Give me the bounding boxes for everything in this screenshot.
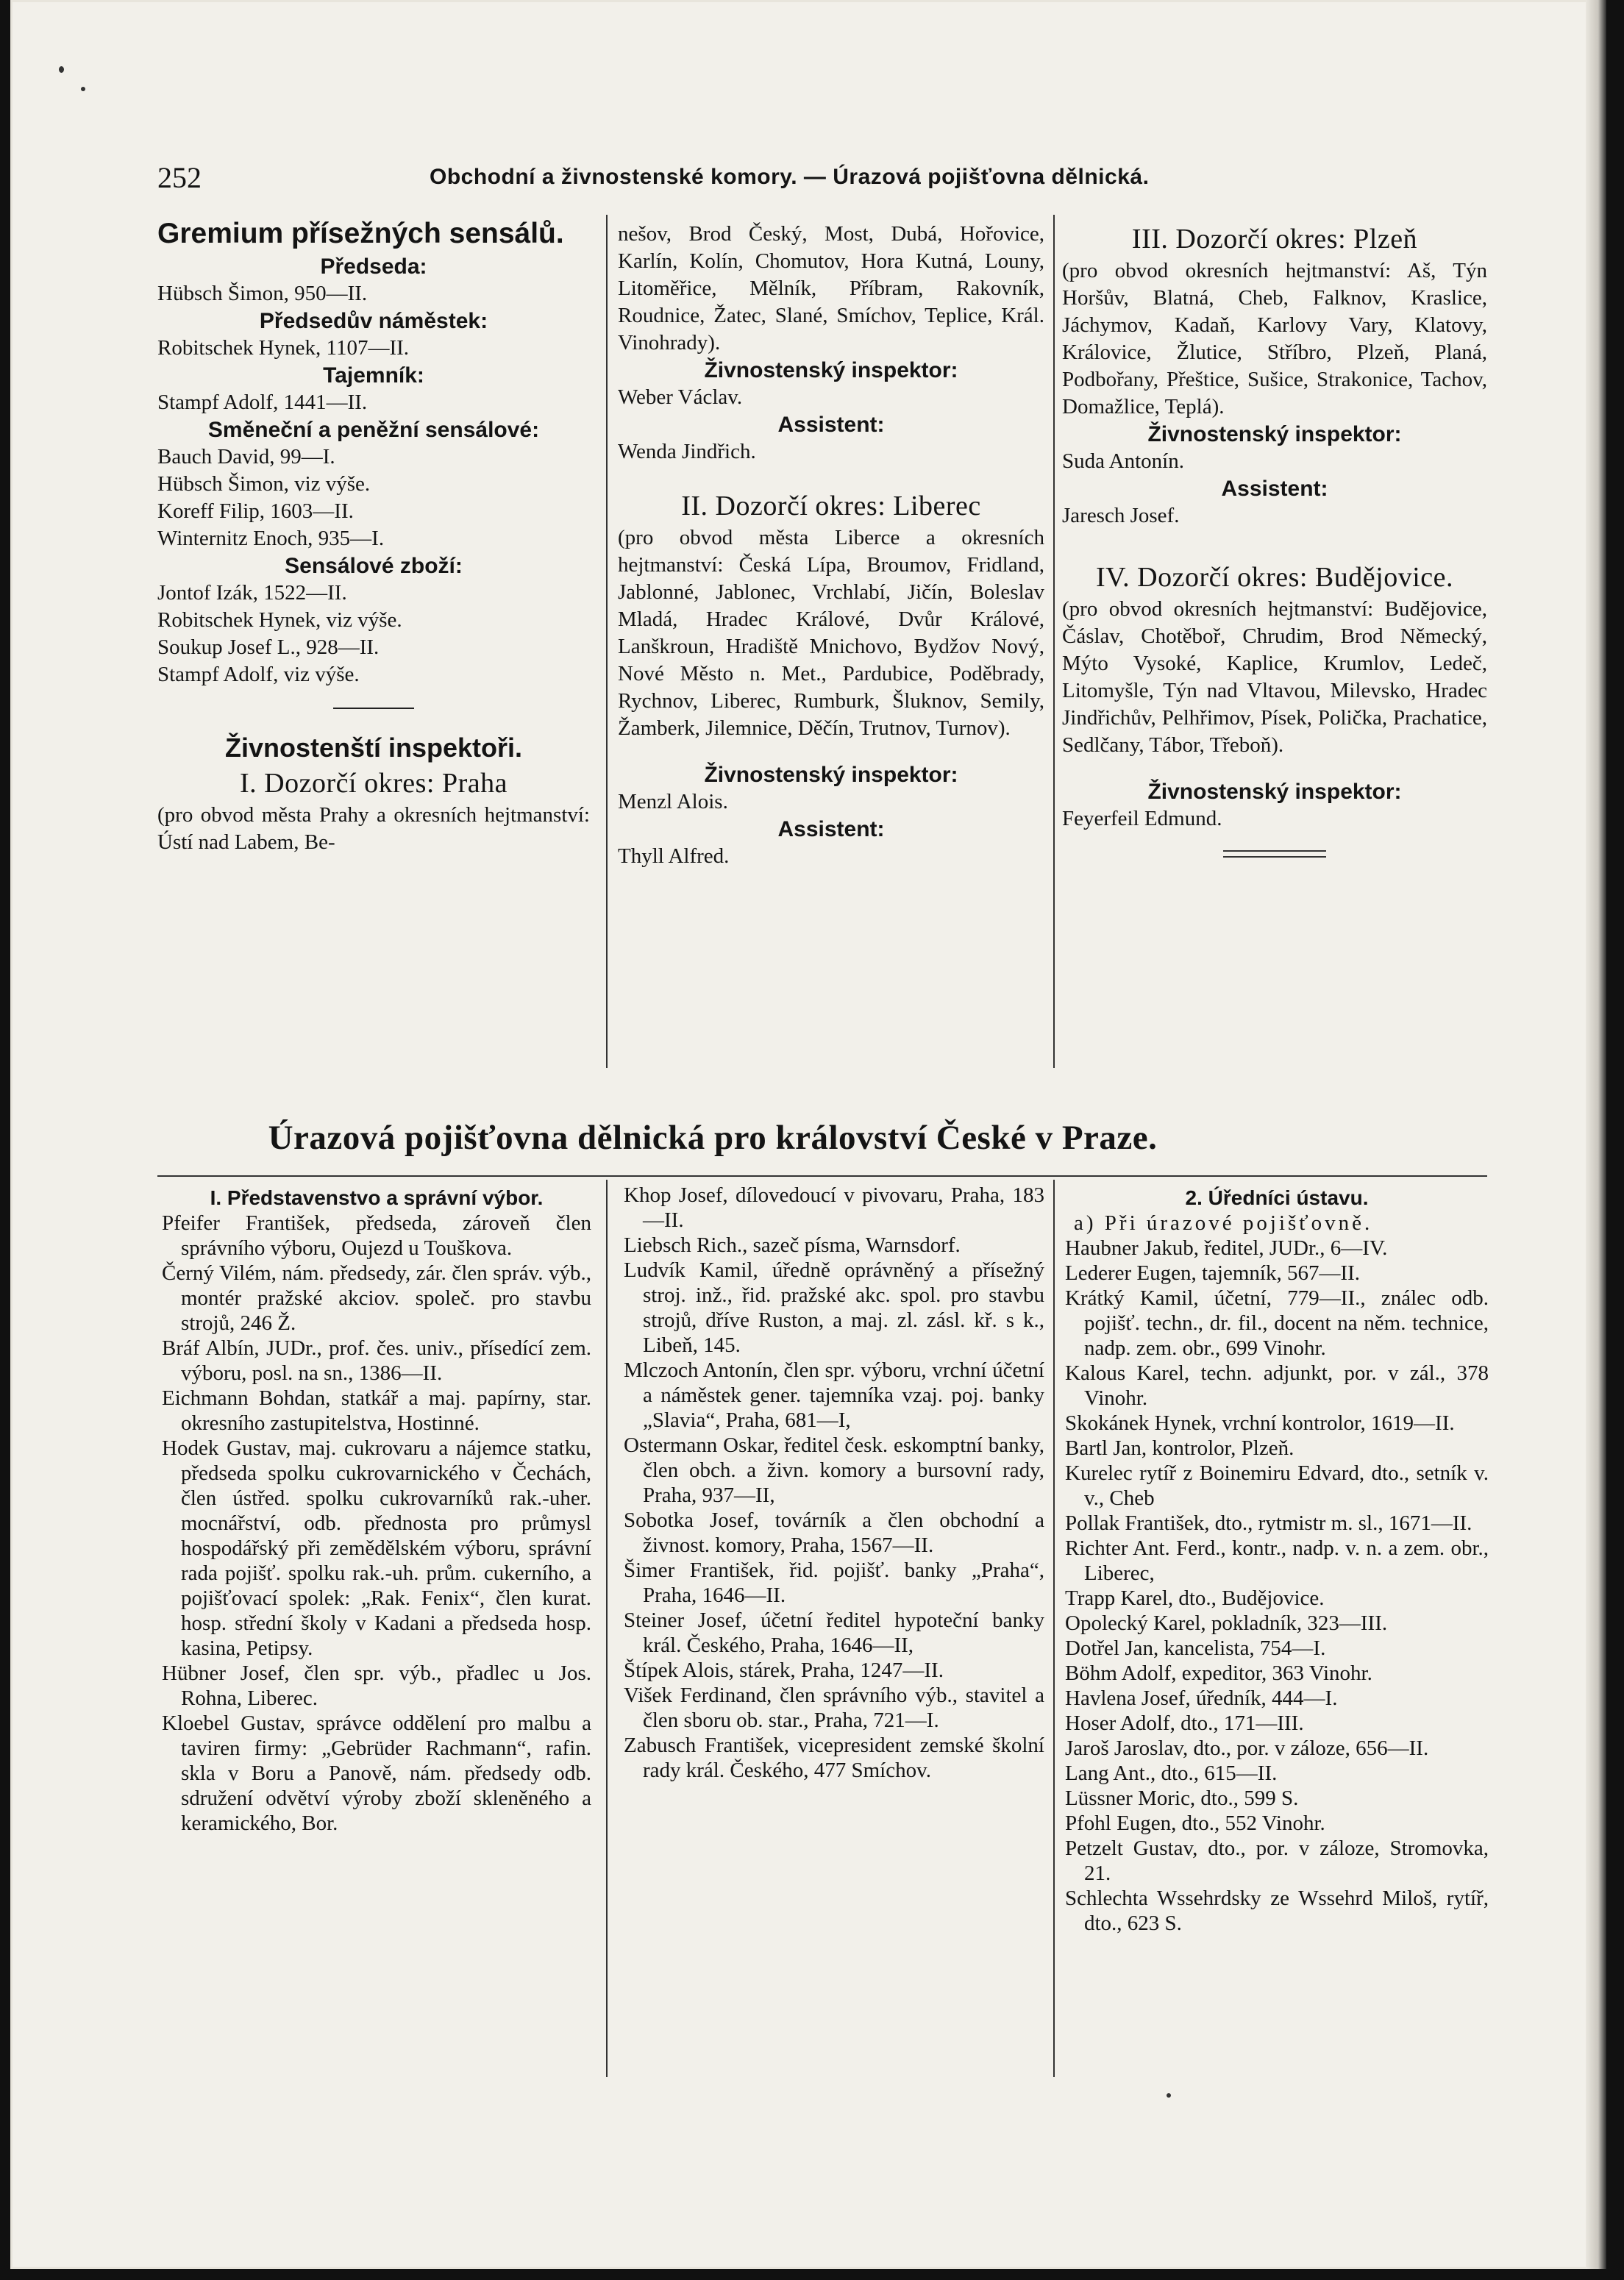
list-item: Skokánek Hynek, vrchní kontrolor, 1619—II. [1065,1411,1455,1435]
list-item: Schlechta Wssehrdsky ze Wssehrd Miloš, rytíř, dto., 623 S. [1065,1887,1489,1935]
officials-heading: 2. Úředníci ústavu. [1185,1186,1369,1209]
list-item: Kurelec rytíř z Boinemiru Edvard, dto., setník v. v., Cheb [1065,1461,1489,1510]
column-rule [606,215,608,1068]
list-item: Jontof Izák, 1522—II. [157,581,347,605]
page-edge-shadow [1586,0,1606,2269]
ink-speck [81,87,85,91]
secretary-label: Tajemník: [323,363,424,388]
list-item: Bauch David, 99—I. [157,445,335,469]
list-item: Zabusch František, vicepresident zemské školní rady král. Českého, 477 Smíchov. [624,1734,1044,1782]
ink-speck [1167,2093,1171,2098]
chairman: Hübsch Šimon, 950—II. [157,282,368,305]
assistant-label: Assistent: [1221,477,1328,501]
list-item: Jaroš Jaroslav, dto., por. v záloze, 656—II. [1065,1736,1429,1760]
board-heading: I. Představenstvo a správní výbor. [210,1186,544,1209]
list-item: Winternitz Enoch, 935—I. [157,527,385,550]
officials-subheading: a) Při úrazové pojišťovně. [1074,1211,1373,1235]
inspector-label: Živnostenský inspektor: [704,763,958,787]
list-item: Pfeifer František, předseda, zároveň člen správního výboru, Oujezd u Touškova. [162,1211,591,1260]
assistant-2: Thyll Alfred. [618,844,730,868]
list-item: Stampf Adolf, viz výše. [157,663,360,686]
district-4-title: IV. Dozorčí okres: Budějovice. [1095,562,1453,593]
list-item: Mlczoch Antonín, člen spr. výboru, vrchní účetní a náměstek gener. tajemníka vzaj. poj. banky „Slavia“, Praha, 681—I, [624,1358,1044,1432]
assistant-1: Wenda Jindřich. [618,440,756,463]
bottom-column-3 [1065,1186,1489,1936]
list-item: Hodek Gustav, maj. cukrovaru a nájemce statku, předseda spolku cukrovarnického v Čechách, člen ústřed. spolku cukrovarníků rak.-uher. mocnářství, odb. přednosta pro průmysl hospodářský při zemědělském výboru, správní rada pojišť. spolku rak.-uh. prům. cukerního, a pojišťovací spolek: „Rak. Fenix“, člen kurat. hosp. střední školy v Kadani a předseda hosp. kasina, Petipsy. [162,1436,591,1660]
inspector-2: Menzl Alois. [618,790,728,813]
assistant-label: Assistent: [777,413,885,437]
district-3-text: (pro obvod okresních hejtmanství: Aš, Týn Horšův, Blatná, Cheb, Falknov, Kraslice, Jáchymov, Kadaň, Karlovy Vary, Klatovy, Královice, Žlutice, Stříbro, Plzeň, Planá, Podbořany, Přeštice, Sušice, Strakonice, Tachov, Domažlice, Teplá). [1062,259,1487,418]
inspector-1: Weber Václav. [618,385,743,409]
section-rule [157,1175,1487,1177]
column-rule [1053,1180,1055,2077]
list-item: Richter Ant. Ferd., kontr., nadp. v. n. a zem. obr., Liberec, [1065,1536,1489,1585]
district-4-text: (pro obvod okresních hejtmanství: Budějovice, Čáslav, Chotěboř, Chrudim, Brod Německý, Mýto Vysoké, Kaplice, Krumlov, Ledeč, Litomyšle, Týn nad Vltavou, Milevsko, Hradec Jindřichův, Pelhřimov, Písek, Polička, Prachatice, Sedlčany, Tábor, Třeboň). [1062,597,1487,757]
page-number: 252 [157,161,202,194]
top-column-2 [618,221,1044,870]
district-1-title: I. Dozorčí okres: Praha [240,768,508,799]
list-item: Trapp Karel, dto., Budějovice. [1065,1586,1325,1610]
column-rule [606,1180,608,2077]
list-item: Haubner Jakub, ředitel, JUDr., 6—IV. [1065,1236,1388,1260]
list-item: Hübner Josef, člen spr. výb., přadlec u Jos. Rohna, Liberec. [162,1661,591,1710]
list-item: Šimer František, řid. pojišť. banky „Praha“, Praha, 1646—II. [624,1558,1044,1607]
exchange-brokers-label: Směneční a peněžní sensálové: [207,418,540,442]
list-item: Robitschek Hynek, viz výše. [157,608,402,632]
list-item: Lang Ant., dto., 615—II. [1065,1761,1278,1785]
bottom-column-1 [162,1186,591,1836]
page-scan [10,0,1606,2269]
list-item: Hübsch Šimon, viz výše. [157,472,371,496]
top-column-3 [1062,221,1487,875]
assistant-3: Jaresch Josef. [1062,504,1180,527]
district-1-text: (pro obvod města Prahy a okresních hejtmanství: Ústí nad Labem, Be- [157,803,590,854]
list-item: Dotřel Jan, kancelista, 754—I. [1065,1636,1326,1660]
list-item: Lüssner Moric, dto., 599 S. [1065,1786,1299,1810]
list-item: Hoser Adolf, dto., 171—III. [1065,1711,1304,1735]
inspector-3: Suda Antonín. [1062,449,1184,473]
list-item: Steiner Josef, účetní ředitel hypoteční banky král. Českého, Praha, 1646—II, [624,1609,1044,1657]
list-item: Černý Vilém, nám. předsedy, zár. člen správ. výb., montér pražské akciov. společ. pro stavbu strojů, 246 Ž. [162,1261,591,1335]
gremium-title: Gremium přísežných sensálů. [157,218,564,249]
inspectors-title: Živnostenští inspektoři. [224,733,523,763]
list-item: Petzelt Gustav, dto., por. v záloze, Stromovka, 21. [1065,1837,1489,1885]
list-item: Bartl Jan, kontrolor, Plzeň. [1065,1436,1294,1460]
section-title: Úrazová pojišťovna dělnická pro království České v Praze. [268,1119,1158,1157]
list-item: Böhm Adolf, expeditor, 363 Vinohr. [1065,1661,1372,1685]
list-item: Kalous Karel, techn. adjunkt, por. v zál., 378 Vinohr. [1065,1361,1489,1410]
assistant-label: Assistent: [777,817,885,841]
running-title: Obchodní a živnostenské komory. — Úrazová pojišťovna dělnická. [430,165,1150,189]
list-item: Ostermann Oskar, ředitel česk. eskomptní banky, člen obch. a živn. komory a bursovní rady, Praha, 937—II, [624,1433,1044,1507]
list-item: Havlena Josef, úředník, 444—I. [1065,1686,1338,1710]
divider [333,708,414,709]
list-item: Krátký Kamil, účetní, 779—II., ználec odb. pojišť. techn., dr. fil., docent na něm. technice, nadp. zem. obr., 699 Vinohr. [1065,1286,1489,1360]
list-item: Liebsch Rich., sazeč písma, Warnsdorf. [624,1233,961,1257]
deputy-label: Předsedův náměstek: [259,309,488,333]
inspector-label: Živnostenský inspektor: [704,358,958,382]
double-divider [1223,850,1326,858]
inspector-label: Živnostenský inspektor: [1147,780,1402,804]
inspector-label: Živnostenský inspektor: [1147,422,1402,446]
list-item: Opolecký Karel, pokladník, 323—III. [1065,1611,1388,1635]
list-item: Pollak František, dto., rytmistr m. sl., 1671—II. [1065,1511,1472,1535]
list-item: Sobotka Josef, továrník a člen obchodní a živnost. komory, Praha, 1567—II. [624,1508,1044,1557]
ink-speck [59,66,64,73]
list-item: Kloebel Gustav, správce oddělení pro malbu a taviren firmy: „Gebrüder Rachmann“, rafin. skla v Boru a Panově, nám. předsedy odb. sdružení odvětví výroby zboží skleněného a keramického, Bor. [162,1711,591,1835]
list-item: Lederer Eugen, tajemník, 567—II. [1065,1261,1361,1285]
page-header [157,160,1224,197]
district-2-text: (pro obvod města Liberce a okresních hejtmanství: Česká Lípa, Broumov, Fridland, Jablonné, Jablonec, Vrchlabí, Jičín, Boleslav Mladá, Hradec Králové, Dvůr Králové, Lanškroun, Hradiště Mnichovo, Bydžov Nový, Nové Město n. Met., Pardubice, Poděbrady, Rychnov, Liberec, Rumburk, Šluknov, Semily, Žamberk, Jilemnice, Děčín, Trutnov, Turnov). [618,526,1044,740]
list-item: Eichmann Bohdan, statkář a maj. papírny, star. okresního zastupitelstva, Hostinné. [162,1386,591,1435]
list-item: Soukup Josef L., 928—II. [157,635,380,659]
list-item: Bráf Albín, JUDr., prof. čes. univ., přísedící zem. výboru, posl. na sn., 1386—II. [162,1336,591,1385]
deputy: Robitschek Hynek, 1107—II. [157,336,410,360]
list-item: Višek Ferdinand, člen správního výb., stavitel a člen sboru ob. star., Praha, 721—I. [624,1684,1044,1732]
district-2-title: II. Dozorčí okres: Liberec [681,491,981,521]
list-item: Pfohl Eugen, dto., 552 Vinohr. [1065,1811,1325,1835]
list-item: Koreff Filip, 1603—II. [157,499,354,523]
goods-brokers-label: Sensálové zboží: [285,554,463,578]
top-column-1 [157,215,590,856]
district-3-title: III. Dozorčí okres: Plzeň [1131,224,1418,254]
column-rule [1053,215,1055,1068]
chairman-label: Předseda: [320,254,427,279]
district-1-text-cont: nešov, Brod Český, Most, Dubá, Hořovice, Karlín, Kolín, Chomutov, Hora Kutná, Louny, Litoměřice, Mělník, Příbram, Rakovník, Roudnice, Žatec, Slané, Smíchov, Teplice, Král. Vinohrady). [618,222,1044,355]
inspector-4: Feyerfeil Edmund. [1062,807,1222,830]
list-item: Ludvík Kamil, úředně oprávněný a přísežný stroj. inž., řid. pražské akc. spol. pro stavbu strojů, dříve Ruston, a maj. zl. zásl. kř. s k., Libeň, 145. [624,1258,1044,1357]
bottom-column-2 [624,1183,1044,1783]
list-item: Štípek Alois, stárek, Praha, 1247—II. [624,1659,944,1682]
secretary: Stampf Adolf, 1441—II. [157,391,368,414]
list-item: Khop Josef, dílovedoucí v pivovaru, Praha, 183—II. [624,1183,1044,1232]
